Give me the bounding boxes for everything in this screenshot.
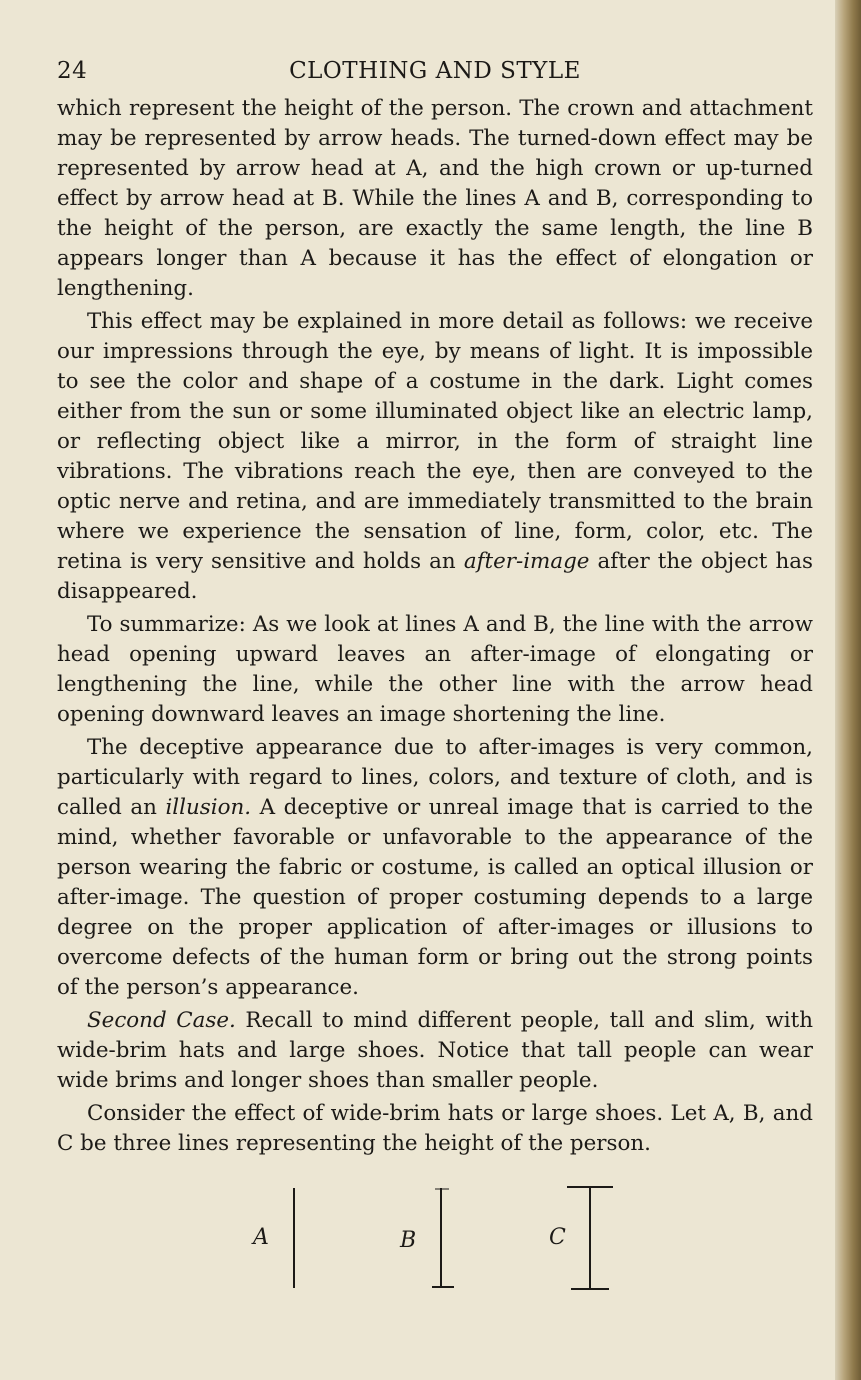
- line-a: [293, 1188, 295, 1288]
- paragraph-5: [57, 1006, 813, 1096]
- paragraph-6: Consider the effect of wide-brim hats or large shoes. Let A, B, and C be three lines representing the height of the person.: [57, 1101, 813, 1156]
- body-text: [57, 94, 813, 1159]
- paragraph-4-end: A deceptive or unreal image that is carried to the mind, whether favorable or unfavorable to the appearance of the person wearing the fabric or costume, is called an optical illusion or after-image. The question of proper costuming depends to a large degree on the proper application of after-images or illusions to overcome defects of the human form or bring out the strong points of the person’s appearance.: [57, 795, 813, 1000]
- paragraph-2: [57, 307, 813, 607]
- line-b-top-tick: [435, 1188, 449, 1190]
- figure-label-c: C: [549, 1225, 566, 1250]
- figure-label-b: B: [400, 1228, 417, 1253]
- page-edge: [835, 0, 861, 1380]
- running-head: CLOTHING AND STYLE: [289, 58, 581, 84]
- book-page: [57, 50, 814, 1253]
- paragraph-3: To summarize: As we look at lines A and B, the line with the arrow head opening upward leaves an after-image of elongating or lengthening the line, while the other line with the arrow head opening downward leaves an image shortening the line.: [57, 612, 813, 727]
- line-figure: [57, 1180, 813, 1350]
- paragraph-4: [57, 733, 813, 1003]
- paragraph-1: which represent the height of the person. The crown and attachment may be represented by arrow heads. The turned-down effect may be represented by arrow head at A, and the high crown or up-turned effect by arrow head at B. While the lines A and B, corresponding to the height of the person, are exactly the same length, the line B appears longer than A because it has the effect of elongation or lengthening.: [57, 96, 813, 301]
- line-b-foot: [432, 1286, 454, 1288]
- after-image-term: after-image: [463, 549, 590, 574]
- paragraph-4-text: The deceptive appearance due to after-images is very common, particularly with regard to lines, colors, and texture of cloth, and is called an: [57, 735, 813, 820]
- second-case-heading: Second Case.: [87, 1008, 236, 1033]
- illusion-term: illusion.: [165, 795, 252, 820]
- figure-label-a: A: [253, 1225, 269, 1250]
- paragraph-5-text: Recall to mind different people, tall and slim, with wide-brim hats and large shoes. Notice that tall people can wear wide brims and longer shoes than smaller people.: [57, 1008, 813, 1093]
- line-c: [589, 1186, 591, 1288]
- paragraph-2-text: This effect may be explained in more detail as follows: we receive our impressions through the eye, by means of light. It is impossible to see the color and shape of a costume in the dark. Light comes either from the sun or some illuminated object like an electric lamp, or reflecting object like a mirror, in the form of straight line vibrations. The vibrations reach the eye, then are conveyed to the optic nerve and retina, and are immediately transmitted to the brain where we experience the sensation of line, form, color, etc. The retina is very sensitive and holds an: [57, 309, 813, 574]
- page-number: 24: [57, 58, 88, 84]
- paragraph-2-end: after the object has disappeared.: [57, 549, 814, 604]
- line-b: [440, 1188, 442, 1288]
- page-header: [57, 50, 813, 94]
- line-c-foot: [571, 1288, 609, 1290]
